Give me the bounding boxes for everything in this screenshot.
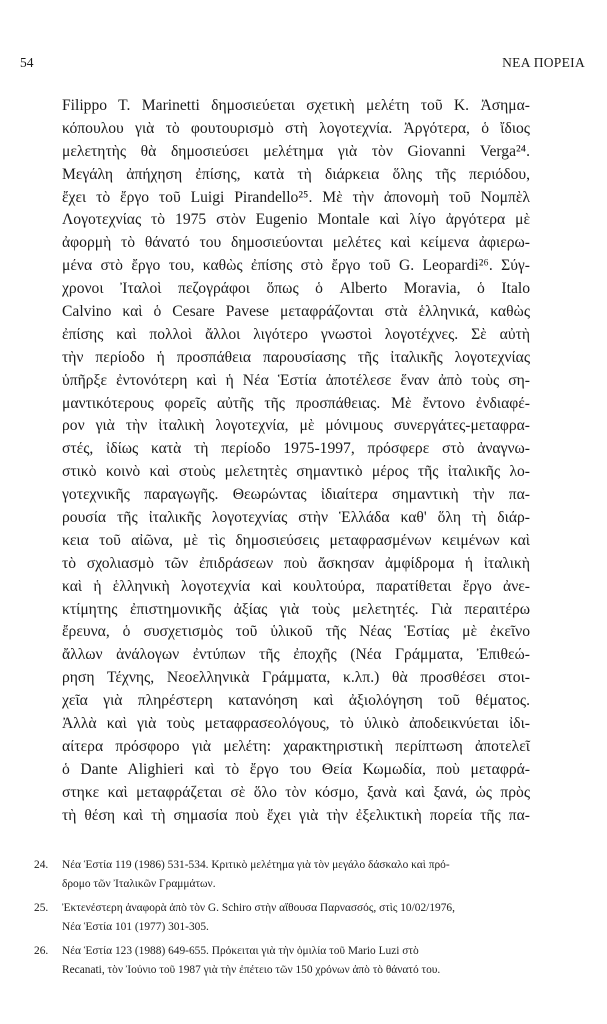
body-line: Calvino καὶ ὁ Cesare Pavese μεταφράζονται στὰ ἑλληνικά, καθὼς xyxy=(62,303,530,321)
body-line: κόπουλου γιὰ τὸ φουτουρισμὸ στὴ λογοτεχνία. Ἀργότερα, ὁ ἴδιος xyxy=(62,119,530,137)
body-text xyxy=(62,95,530,828)
footnote-line: Νέα Ἑστία 101 (1977) 301-305. xyxy=(62,921,209,933)
body-line: αίτερα πρόσφορο γιὰ μελέτη: χαρακτηριστικὴ περίπτωση ἀποτελεῖ xyxy=(62,737,530,755)
body-line: γοτεχνικῆς παραγωγῆς. Θεωρώντας ἰδιαίτερα σημαντικὴ τὴν πα- xyxy=(62,486,530,504)
body-line: στηκε καὶ μεταφράζεται σὲ ὅλο τὸν κόσμο, ξανὰ καὶ ξανά, ὡς πρὸς xyxy=(62,783,530,801)
body-line: χεῖα γιὰ πληρέστερη κατανόηση καὶ ἀξιολόγηση τοῦ θέματος. xyxy=(62,692,530,710)
footnote-line: Νέα Ἑστία 123 (1988) 649-655. Πρόκειται γιὰ τὴν ὁμιλία τοῦ Mario Luzi στὸ xyxy=(62,945,419,957)
body-line: ἔρευνα, ὁ συσχετισμὸς τοῦ ὑλικοῦ τῆς Νέας Ἑστίας μὲ ἐκεῖνο xyxy=(62,623,530,641)
footnote-line: δρομο τῶν Ἰταλικῶν Γραμμάτων. xyxy=(62,878,216,890)
body-line: μαντικότερους φορεῖς αὐτῆς τῆς προσπάθειας. Μὲ ἔντονο ἐνδιαφέ- xyxy=(62,394,530,412)
page-number: 54 xyxy=(20,55,34,70)
body-line: ὁ Dante Alighieri καὶ τὸ ἔργο του Θεία Κωμωδία, ποὺ μεταφρά- xyxy=(62,760,530,778)
body-line: μελετητὴς θὰ δημοσιεύσει μελέτημα γιὰ τὸν Giovanni Verga²⁴. xyxy=(62,142,530,160)
body-line: μένα στὸ ἔργο του, καθὼς ἐπίσης στὸ ἔργο τοῦ G. Leopardi²⁶. Σύγ- xyxy=(62,257,530,275)
footnote-25 xyxy=(34,899,530,937)
body-line: τὴν περίοδο ἡ προσπάθεια παρουσίασης τῆς ἰταλικῆς λογοτεχνίας xyxy=(62,348,530,366)
footnote-number: 25. xyxy=(34,902,49,914)
body-line: ἄλλων ἀνάλογων ἐντύπων τῆς ἐποχῆς (Νέα Γράμματα, Ἐπιθεώ- xyxy=(62,646,530,664)
footnote-line: Ἐκτενέστερη ἀναφορὰ ἀπὸ τὸν G. Schiro στὴν αἴθουσα Παρνασσός, στὶς 10/02/1976, xyxy=(62,902,455,914)
body-line: ἀφορμὴ τὸ θάνατό του δημοσιεύονται μελέτες καὶ κείμενα ἀφιερω- xyxy=(62,234,530,252)
body-line: ἐπίσης καὶ πολλοὶ ἄλλοι λιγότερο γνωστοὶ λογοτέχνες. Σὲ αὐτὴ xyxy=(62,325,530,343)
body-line: ρον γιὰ τὴν ἰταλικὴ λογοτεχνία, μὲ μόνιμους συνεργάτες-μεταφρα- xyxy=(62,417,530,435)
footnote-line: Νέα Ἑστία 119 (1986) 531-534. Κριτικὸ μελέτημα γιὰ τὸν μεγάλο δάσκαλο καὶ πρό- xyxy=(62,859,450,871)
footnote-number: 24. xyxy=(34,859,49,871)
body-line: ρηση Τέχνης, Νεοελληνικὰ Γράμματα, κ.λπ.) θὰ προσθέσει στοι- xyxy=(62,669,530,687)
body-line: Λογοτεχνίας τὸ 1975 στὸν Eugenio Montale καὶ λίγο ἀργότερα μὲ xyxy=(62,211,530,229)
running-title: ΝΕΑ ΠΟΡΕΙΑ xyxy=(502,55,585,70)
body-line: καὶ ἡ ἑλληνικὴ λογοτεχνία καὶ κουλτούρα, παρατίθεται ἔργο ἀνε- xyxy=(62,577,530,595)
body-line: κτίμητης ἐπιστημονικῆς ἀξίας γιὰ τοὺς μελετητές. Γιὰ περαιτέρω xyxy=(62,600,530,618)
body-line: χρονοι Ἰταλοὶ πεζογράφοι ὅπως ὁ Alberto Moravia, ὁ Italo xyxy=(62,280,530,298)
footnote-number: 26. xyxy=(34,945,49,957)
body-line: στές, ἰδίως κατὰ τὴ περίοδο 1975-1997, πρόσφερε στὸ ἀναγνω- xyxy=(62,440,530,458)
footnote-line: Recanati, τὸν Ἰούνιο τοῦ 1987 γιὰ τὴν ἐπέτειο τῶν 150 χρόνων ἀπὸ τὸ θάνατό του. xyxy=(62,964,441,976)
page-header xyxy=(20,55,585,73)
body-line: ρουσία τῆς ἰταλικῆς λογοτεχνίας στὴν Ἑλλάδα καθ' ὅλη τὴ διάρ- xyxy=(62,509,530,527)
footnote-26 xyxy=(34,942,530,980)
body-line: στικὸ κοινὸ καὶ στοὺς μελετητὲς σημαντικὸ μέρος τῆς ἰταλικῆς λο- xyxy=(62,463,530,481)
body-line: ἔχει τὸ ἔργο τοῦ Luigi Pirandello²⁵. Μὲ τὴν ἀπονομὴ τοῦ Νομπὲλ xyxy=(62,188,530,206)
footnote-24 xyxy=(34,856,530,894)
footnotes xyxy=(34,856,530,985)
body-line: τὴ θέση καὶ τὴ σημασία ποὺ ἔχει γιὰ τὴν ἐξελικτικὴ πορεία τῆς πα- xyxy=(62,806,530,824)
body-line: ὑπῆρξε ἐντονότερη καὶ ἡ Νέα Ἑστία ἀποτέλεσε ἕναν ἀπὸ τοὺς ση- xyxy=(62,371,530,389)
body-line: Ἀλλὰ καὶ γιὰ τοὺς μεταφρασεολόγους, τὸ ὑλικὸ ἀποδεικνύεται ἰδι- xyxy=(62,715,530,733)
body-line: τὸ σχολιασμὸ τῶν ἐπιδράσεων ποὺ ἄσκησαν ἀμφίδρομα ἡ ἰταλικὴ xyxy=(62,554,530,572)
body-line: Μεγάλη ἀπήχηση ἐπίσης, κατὰ τὴ διάρκεια ὅλης τῆς περιόδου, xyxy=(62,165,530,183)
body-line: Filippo T. Marinetti δημοσιεύεται σχετικὴ μελέτη τοῦ Κ. Ἀσημα- xyxy=(62,97,530,114)
body-line: κεια τοῦ αἰῶνα, μὲ τὶς δημοσιεύσεις μεταφρασμένων κειμένων καὶ xyxy=(62,531,530,549)
